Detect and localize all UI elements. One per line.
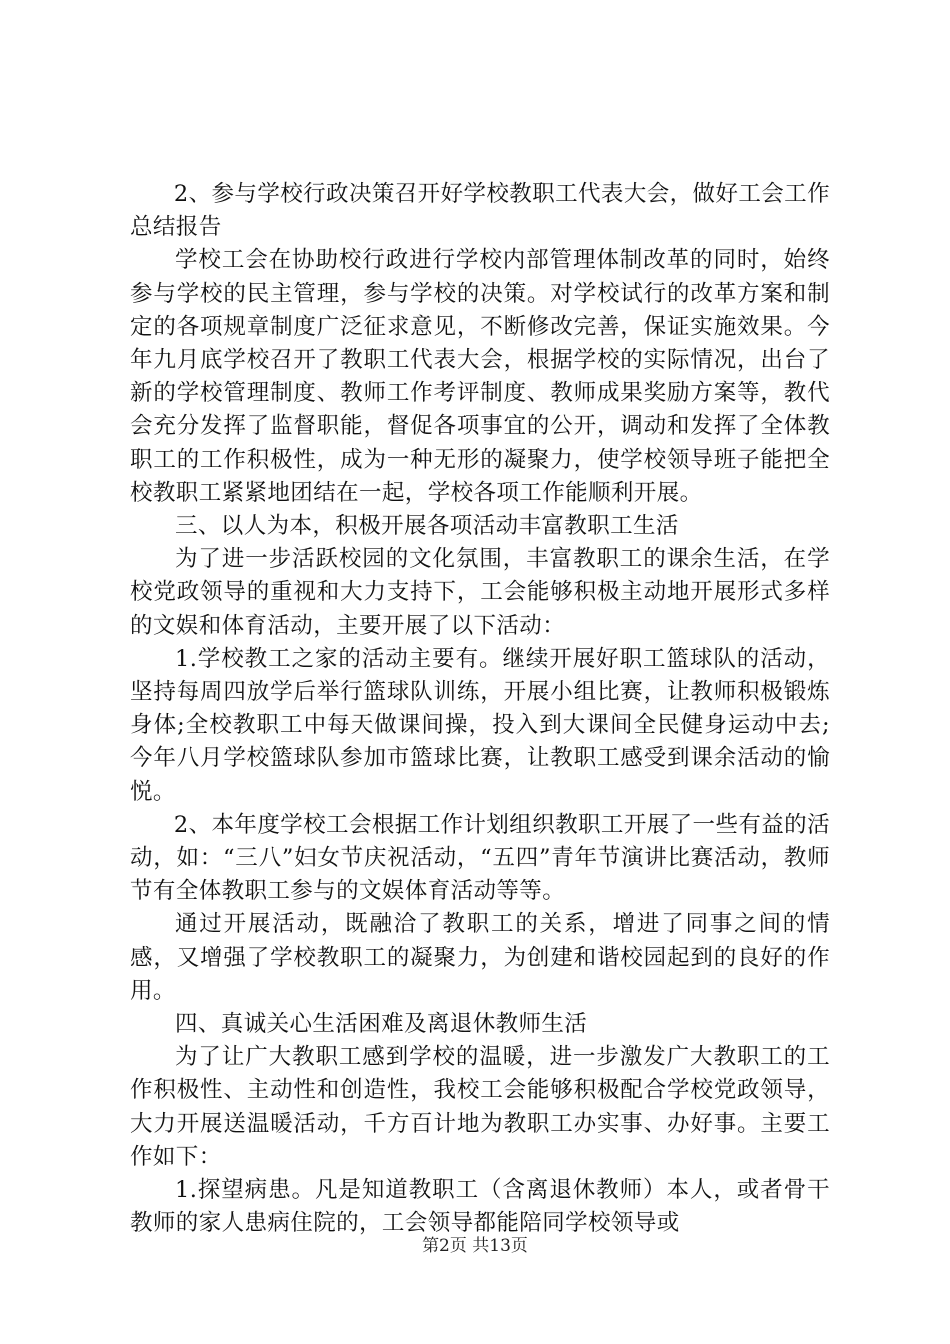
paragraph-heading-2-congress: 2、参与学校行政决策召开好学校教职工代表大会，做好工会工作总结报告: [130, 181, 830, 241]
page-number-footer: 第2页 共13页: [422, 1236, 528, 1256]
paragraph-heading-3-activities: 三、以人为本，积极开展各项活动丰富教职工生活: [175, 513, 679, 540]
paragraph-item-2-events: 2、本年度学校工会根据工作计划组织教职工开展了一些有益的活动，如：“三八”妇女节庆祝活动，“五四”青年节演讲比赛活动，教师节有全体教职工参与的文娱体育活动等等。: [130, 811, 830, 905]
paragraph-heading-4-care: 四、真诚关心生活困难及离退休教师生活: [175, 1011, 588, 1038]
paragraph-item-1-staff-home: 1.学校教工之家的活动主要有。继续开展好职工篮球队的活动，坚持每周四放学后举行篮球队训练，开展小组比赛，让教师积极锻炼身体;全校教职工中每天做课间操，投入到大课间全民健身运动中去;今年八月学校篮球队参加市篮球比赛，让教职工感受到课余活动的愉悦。: [130, 645, 830, 805]
paragraph-activities-intro: 为了进一步活跃校园的文化氛围，丰富教职工的课余生活，在学校党政领导的重视和大力支持下，工会能够积极主动地开展形式多样的文娱和体育活动，主要开展了以下活动：: [130, 546, 830, 639]
paragraph-union-decision: 学校工会在协助校行政进行学校内部管理体制改革的同时，始终参与学校的民主管理，参与学校的决策。对学校试行的改革方案和制定的各项规章制度广泛征求意见，不断修改完善，保证实施效果。今年九月底学校召开了教职工代表大会，根据学校的实际情况，出台了新的学校管理制度、教师工作考评制度、教师成果奖励方案等，教代会充分发挥了监督职能，督促各项事宜的公开，调动和发挥了全体教职工的工作积极性，成为一种无形的凝聚力，使学校领导班子能把全校教职工紧紧地团结在一起，学校各项工作能顺利开展。: [130, 247, 830, 506]
paragraph-item-1-visit-sick: 1.探望病患。凡是知道教职工（含离退休教师）本人，或者骨干教师的家人患病住院的，工会领导都能陪同学校领导或: [130, 1177, 830, 1237]
document-body: [130, 178, 830, 1241]
paragraph-care-intro: 为了让广大教职工感到学校的温暖，进一步激发广大教职工的工作积极性、主动性和创造性，我校工会能够积极配合学校党政领导，大力开展送温暖活动，千方百计地为教职工办实事、办好事。主要工作如下：: [130, 1044, 830, 1170]
paragraph-activities-effect: 通过开展活动，既融洽了教职工的关系，增进了同事之间的情感，又增强了学校教职工的凝聚力，为创建和谐校园起到的良好的作用。: [130, 911, 830, 1004]
